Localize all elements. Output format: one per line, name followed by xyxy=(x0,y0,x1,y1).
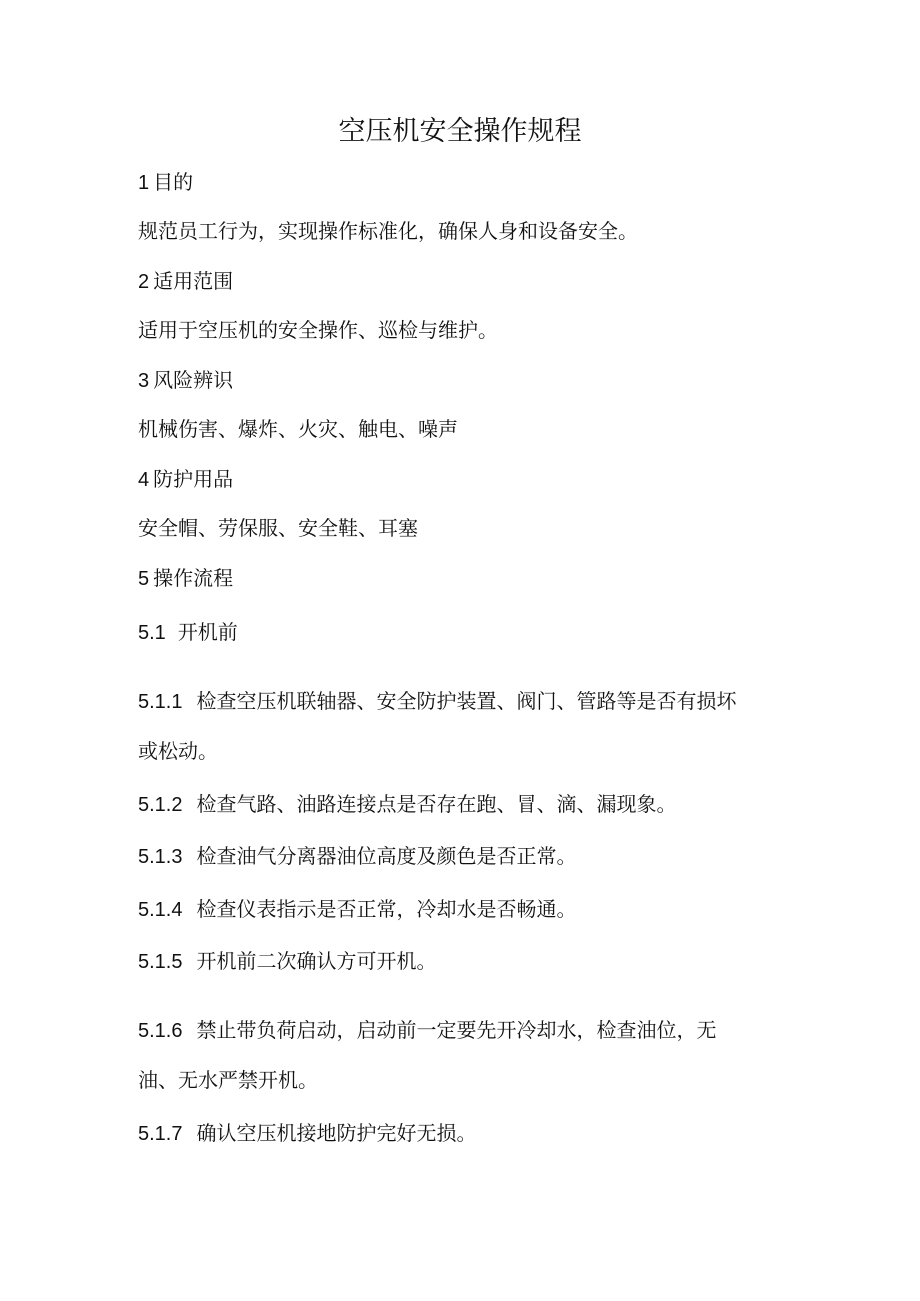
item-number: 5.1.4 xyxy=(138,899,183,921)
section-title: 风险辨识 xyxy=(153,368,234,392)
list-item xyxy=(138,1118,476,1149)
item-number: 5.1.2 xyxy=(138,794,183,816)
paragraph-ppe: 安全帽、劳保服、安全鞋、耳塞 xyxy=(138,516,418,540)
item-number: 5.1.7 xyxy=(138,1123,183,1145)
item-text: 禁止带负荷启动，启动前一定要先开冷却水，检查油位，无 xyxy=(196,1018,717,1042)
subsection-heading-before-start xyxy=(138,617,238,648)
list-item xyxy=(138,946,436,977)
paragraph-purpose: 规范员工行为，实现操作标准化，确保人身和设备安全。 xyxy=(138,219,638,243)
section-title: 目的 xyxy=(153,170,194,194)
list-item-continuation: 油、无水严禁开机。 xyxy=(138,1068,318,1092)
item-number: 5.1.5 xyxy=(138,951,183,973)
document-title: 空压机安全操作规程 xyxy=(338,116,582,147)
paragraph-risks: 机械伤害、爆炸、火灾、触电、噪声 xyxy=(138,417,458,441)
list-item xyxy=(138,894,576,925)
item-text: 检查仪表指示是否正常，冷却水是否畅通。 xyxy=(196,897,577,921)
section-title: 操作流程 xyxy=(153,566,234,590)
section-heading-ppe xyxy=(138,464,233,495)
list-item-continuation: 或松动。 xyxy=(138,739,218,763)
item-text: 检查空压机联轴器、安全防护装置、阀门、管路等是否有损坏 xyxy=(196,689,737,713)
section-heading-purpose xyxy=(138,167,193,198)
section-title: 适用范围 xyxy=(153,269,234,293)
item-text: 开机前二次确认方可开机。 xyxy=(196,949,437,973)
section-number: 4 xyxy=(138,469,150,491)
item-number: 5.1.6 xyxy=(138,1020,183,1042)
item-text: 确认空压机接地防护完好无损。 xyxy=(196,1121,477,1145)
section-heading-scope xyxy=(138,266,233,297)
section-heading-risks xyxy=(138,365,233,396)
section-number: 2 xyxy=(138,271,150,293)
subsection-number: 5.1 xyxy=(138,622,166,644)
list-item xyxy=(138,686,736,717)
list-item xyxy=(138,1015,716,1046)
list-item xyxy=(138,789,676,820)
list-item xyxy=(138,841,576,872)
section-number: 5 xyxy=(138,568,150,590)
section-title: 防护用品 xyxy=(153,467,234,491)
item-text: 检查气路、油路连接点是否存在跑、冒、滴、漏现象。 xyxy=(196,792,677,816)
item-text: 检查油气分离器油位高度及颜色是否正常。 xyxy=(196,844,577,868)
section-number: 3 xyxy=(138,370,150,392)
section-heading-procedure xyxy=(138,563,233,594)
item-number: 5.1.3 xyxy=(138,846,183,868)
section-number: 1 xyxy=(138,172,150,194)
subsection-title: 开机前 xyxy=(177,620,238,644)
item-number: 5.1.1 xyxy=(138,691,183,713)
paragraph-scope: 适用于空压机的安全操作、巡检与维护。 xyxy=(138,318,498,342)
